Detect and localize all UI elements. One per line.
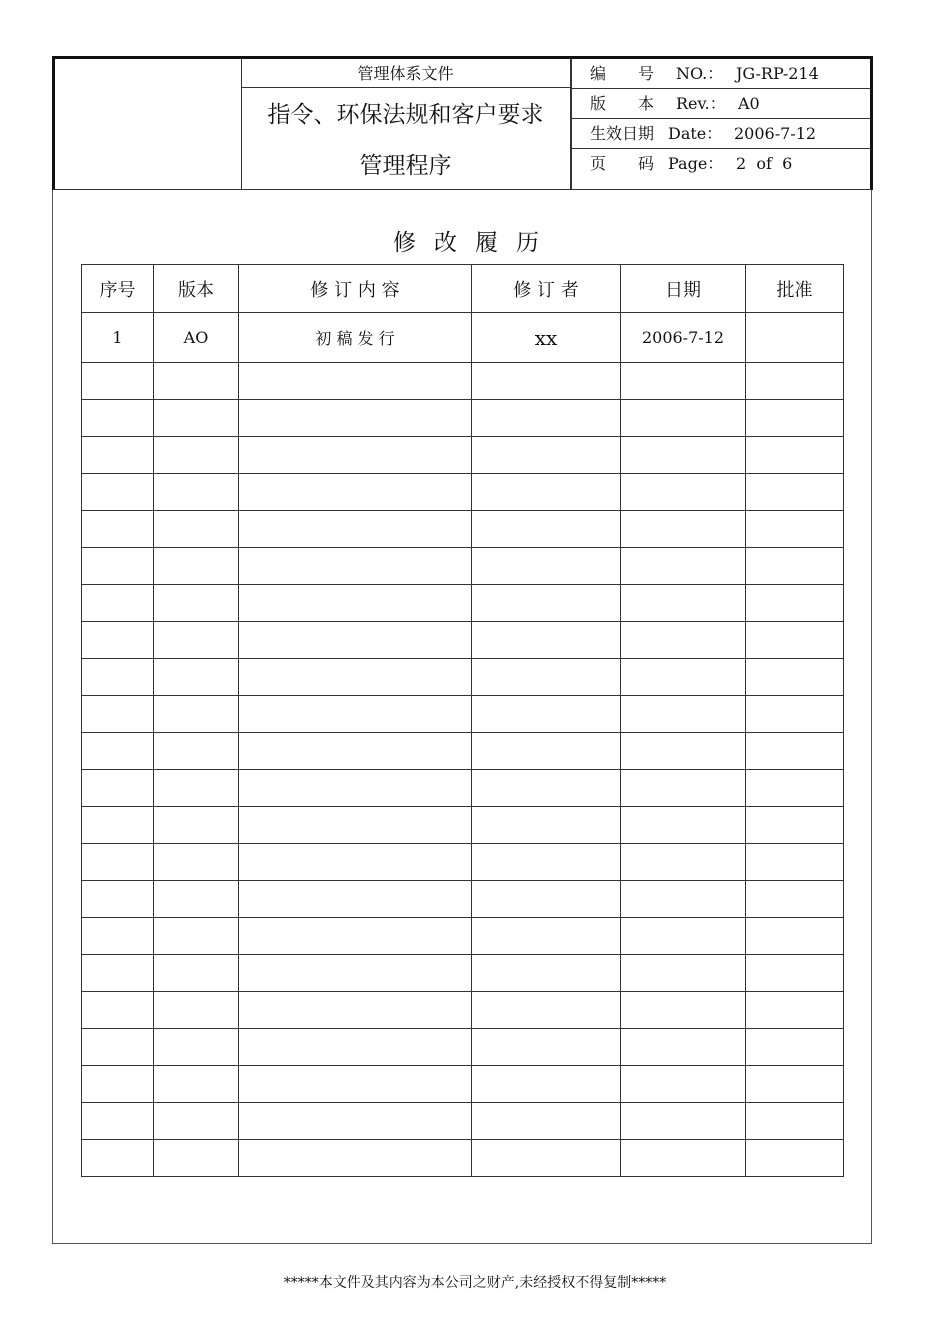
empty-table-row: [82, 770, 844, 807]
title-cell: [241, 59, 571, 190]
table-cell: [472, 622, 621, 659]
table-cell: [472, 844, 621, 881]
info-row-date: [572, 119, 870, 149]
table-cell: [746, 918, 844, 955]
info-key: Rev.：: [676, 94, 726, 113]
table-cell: [154, 659, 239, 696]
table-cell: [621, 918, 746, 955]
table-cell: [82, 881, 154, 918]
table-cell: [239, 437, 472, 474]
table-cell: [621, 511, 746, 548]
table-cell: [746, 881, 844, 918]
table-cell: 2006-7-12: [621, 313, 746, 363]
table-cell: [472, 733, 621, 770]
empty-table-row: [82, 807, 844, 844]
table-cell: [746, 622, 844, 659]
empty-table-row: [82, 844, 844, 881]
table-cell: [621, 622, 746, 659]
revision-history-table: [81, 264, 844, 1177]
empty-table-row: [82, 474, 844, 511]
table-cell: [621, 437, 746, 474]
table-cell: [621, 770, 746, 807]
table-cell: [154, 733, 239, 770]
table-cell: 1: [82, 313, 154, 363]
table-cell: [621, 1066, 746, 1103]
table-cell: [154, 807, 239, 844]
info-row-page: [572, 149, 870, 190]
table-cell: [621, 548, 746, 585]
table-cell: [746, 992, 844, 1029]
table-cell: [82, 918, 154, 955]
info-key: Date：: [668, 124, 723, 143]
table-cell: [82, 770, 154, 807]
info-label: 编 号: [590, 64, 655, 83]
table-cell: [472, 548, 621, 585]
system-name: 管理体系文件: [241, 59, 570, 88]
table-cell: [154, 400, 239, 437]
table-cell: [472, 363, 621, 400]
table-cell: [82, 548, 154, 585]
table-cell: [154, 548, 239, 585]
table-cell: [472, 770, 621, 807]
info-key: NO.：: [676, 64, 724, 83]
info-row-revision: [572, 89, 870, 119]
table-cell: [239, 474, 472, 511]
table-cell: [239, 955, 472, 992]
table-cell: [472, 1066, 621, 1103]
table-cell: [82, 363, 154, 400]
empty-table-row: [82, 1029, 844, 1066]
table-cell: [82, 1066, 154, 1103]
table-cell: [621, 1103, 746, 1140]
table-cell: [472, 474, 621, 511]
table-cell: [472, 881, 621, 918]
table-cell: [472, 437, 621, 474]
table-cell: [154, 696, 239, 733]
table-cell: [746, 363, 844, 400]
table-cell: [239, 733, 472, 770]
empty-table-row: [82, 733, 844, 770]
table-cell: [82, 400, 154, 437]
table-cell: [746, 1140, 844, 1177]
table-cell: [621, 1029, 746, 1066]
table-cell: [82, 511, 154, 548]
table-cell: [154, 1103, 239, 1140]
table-cell: [746, 437, 844, 474]
table-cell: [154, 363, 239, 400]
table-cell: [472, 807, 621, 844]
table-cell: [746, 511, 844, 548]
table-cell: [239, 881, 472, 918]
table-cell: [239, 1066, 472, 1103]
table-cell: [239, 511, 472, 548]
table-cell: [472, 659, 621, 696]
table-cell: [621, 733, 746, 770]
empty-table-row: [82, 1140, 844, 1177]
info-cell: [571, 59, 870, 190]
table-cell: [82, 1140, 154, 1177]
table-cell: [82, 733, 154, 770]
table-cell: [746, 400, 844, 437]
table-cell: [621, 1140, 746, 1177]
table-cell: [621, 807, 746, 844]
table-cell: AO: [154, 313, 239, 363]
table-cell: [472, 585, 621, 622]
document-title-line1: 指令、环保法规和客户要求: [267, 102, 544, 128]
table-row: [82, 313, 844, 363]
table-cell: [239, 918, 472, 955]
table-cell: [154, 511, 239, 548]
table-cell: [82, 807, 154, 844]
table-cell: [621, 844, 746, 881]
column-header: 批准: [746, 265, 844, 313]
table-cell: [239, 400, 472, 437]
table-cell: [746, 548, 844, 585]
table-cell: [82, 585, 154, 622]
table-cell: [239, 585, 472, 622]
table-cell: [82, 1029, 154, 1066]
column-header: 日期: [621, 265, 746, 313]
table-cell: [154, 1066, 239, 1103]
empty-table-row: [82, 548, 844, 585]
empty-table-row: [82, 585, 844, 622]
table-cell: 初 稿 发 行: [239, 313, 472, 363]
table-cell: [154, 585, 239, 622]
table-cell: [746, 696, 844, 733]
empty-table-row: [82, 622, 844, 659]
table-cell: [82, 659, 154, 696]
table-cell: [621, 585, 746, 622]
table-cell: [154, 1029, 239, 1066]
table-cell: [621, 363, 746, 400]
table-cell: [472, 511, 621, 548]
table-cell: [472, 1029, 621, 1066]
table-cell: xx: [472, 313, 621, 363]
table-cell: [154, 437, 239, 474]
table-cell: [746, 1103, 844, 1140]
document-header: [52, 56, 873, 190]
table-cell: [746, 1029, 844, 1066]
table-cell: [82, 437, 154, 474]
empty-table-row: [82, 1103, 844, 1140]
table-cell: [239, 696, 472, 733]
table-cell: [746, 659, 844, 696]
table-cell: [472, 992, 621, 1029]
table-cell: [82, 992, 154, 1029]
table-cell: [239, 363, 472, 400]
table-cell: [746, 770, 844, 807]
table-cell: [154, 881, 239, 918]
table-cell: [621, 696, 746, 733]
table-cell: [472, 955, 621, 992]
table-cell: [746, 1066, 844, 1103]
table-cell: [746, 807, 844, 844]
confidentiality-footer: *****本文件及其内容为本公司之财产,未经授权不得复制*****: [283, 1275, 667, 1291]
table-cell: [154, 622, 239, 659]
column-header: 修 订 内 容: [239, 265, 472, 313]
table-cell: [82, 474, 154, 511]
table-cell: [154, 955, 239, 992]
table-cell: [746, 733, 844, 770]
table-cell: [82, 1103, 154, 1140]
table-cell: [82, 844, 154, 881]
table-cell: [82, 955, 154, 992]
document-title-line2: 管理程序: [359, 153, 452, 179]
table-cell: [82, 622, 154, 659]
table-cell: [154, 918, 239, 955]
table-cell: [746, 313, 844, 363]
table-cell: [154, 770, 239, 807]
table-cell: [154, 1140, 239, 1177]
empty-table-row: [82, 400, 844, 437]
table-cell: [239, 1103, 472, 1140]
table-cell: [154, 844, 239, 881]
table-cell: [239, 992, 472, 1029]
empty-table-row: [82, 1066, 844, 1103]
table-cell: [239, 770, 472, 807]
table-cell: [82, 696, 154, 733]
table-cell: [239, 1029, 472, 1066]
info-label: 页 码: [590, 154, 655, 173]
empty-table-row: [82, 511, 844, 548]
empty-table-row: [82, 659, 844, 696]
table-cell: [746, 955, 844, 992]
info-key: Page：: [668, 154, 724, 173]
table-cell: [621, 881, 746, 918]
info-label: 版 本: [590, 94, 655, 113]
empty-table-row: [82, 918, 844, 955]
info-row-number: [572, 59, 870, 89]
empty-table-row: [82, 363, 844, 400]
table-cell: [239, 548, 472, 585]
info-value: 2006-7-12: [734, 124, 817, 143]
table-cell: [154, 992, 239, 1029]
empty-table-row: [82, 992, 844, 1029]
empty-table-row: [82, 437, 844, 474]
empty-table-row: [82, 881, 844, 918]
table-cell: [621, 659, 746, 696]
info-value: JG-RP-214: [736, 64, 819, 83]
logo-cell: [55, 59, 242, 190]
table-cell: [621, 992, 746, 1029]
empty-table-row: [82, 696, 844, 733]
table-cell: [621, 955, 746, 992]
column-header: 修 订 者: [472, 265, 621, 313]
table-cell: [239, 844, 472, 881]
table-cell: [621, 400, 746, 437]
table-cell: [472, 696, 621, 733]
table-header-row: [82, 265, 844, 313]
table-cell: [746, 585, 844, 622]
table-cell: [746, 844, 844, 881]
table-cell: [472, 1140, 621, 1177]
table-cell: [239, 622, 472, 659]
table-cell: [472, 400, 621, 437]
empty-table-row: [82, 955, 844, 992]
table-cell: [472, 918, 621, 955]
info-label: 生效日期: [590, 124, 655, 143]
table-cell: [621, 474, 746, 511]
table-cell: [154, 474, 239, 511]
table-cell: [746, 474, 844, 511]
table-cell: [472, 1103, 621, 1140]
revision-history-heading: 修改履历: [393, 230, 557, 256]
column-header: 版本: [154, 265, 239, 313]
info-value: A0: [738, 94, 760, 113]
table-cell: [239, 1140, 472, 1177]
table-cell: [239, 807, 472, 844]
table-cell: [239, 659, 472, 696]
info-value: 2 of 6: [736, 154, 793, 173]
column-header: 序号: [82, 265, 154, 313]
